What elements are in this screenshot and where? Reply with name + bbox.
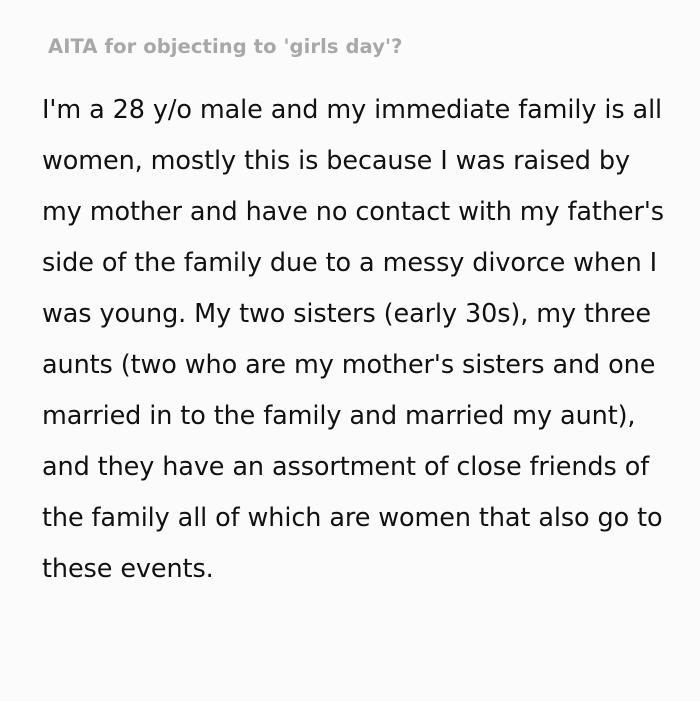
post-title: AITA for objecting to 'girls day'?: [48, 35, 403, 58]
post-body: [42, 85, 664, 595]
post-body-paragraph: I'm a 28 y/o male and my immediate family is all women, mostly this is because I was raised by my mother and have no contact with my father's side of the family due to a messy divorce when I was young. My two sisters (early 30s), my three aunts (two who are my mother's sisters and one married in to the family and married my aunt), and they have an assortment of close friends of the family all of which are women that also go to these events.: [42, 95, 664, 585]
